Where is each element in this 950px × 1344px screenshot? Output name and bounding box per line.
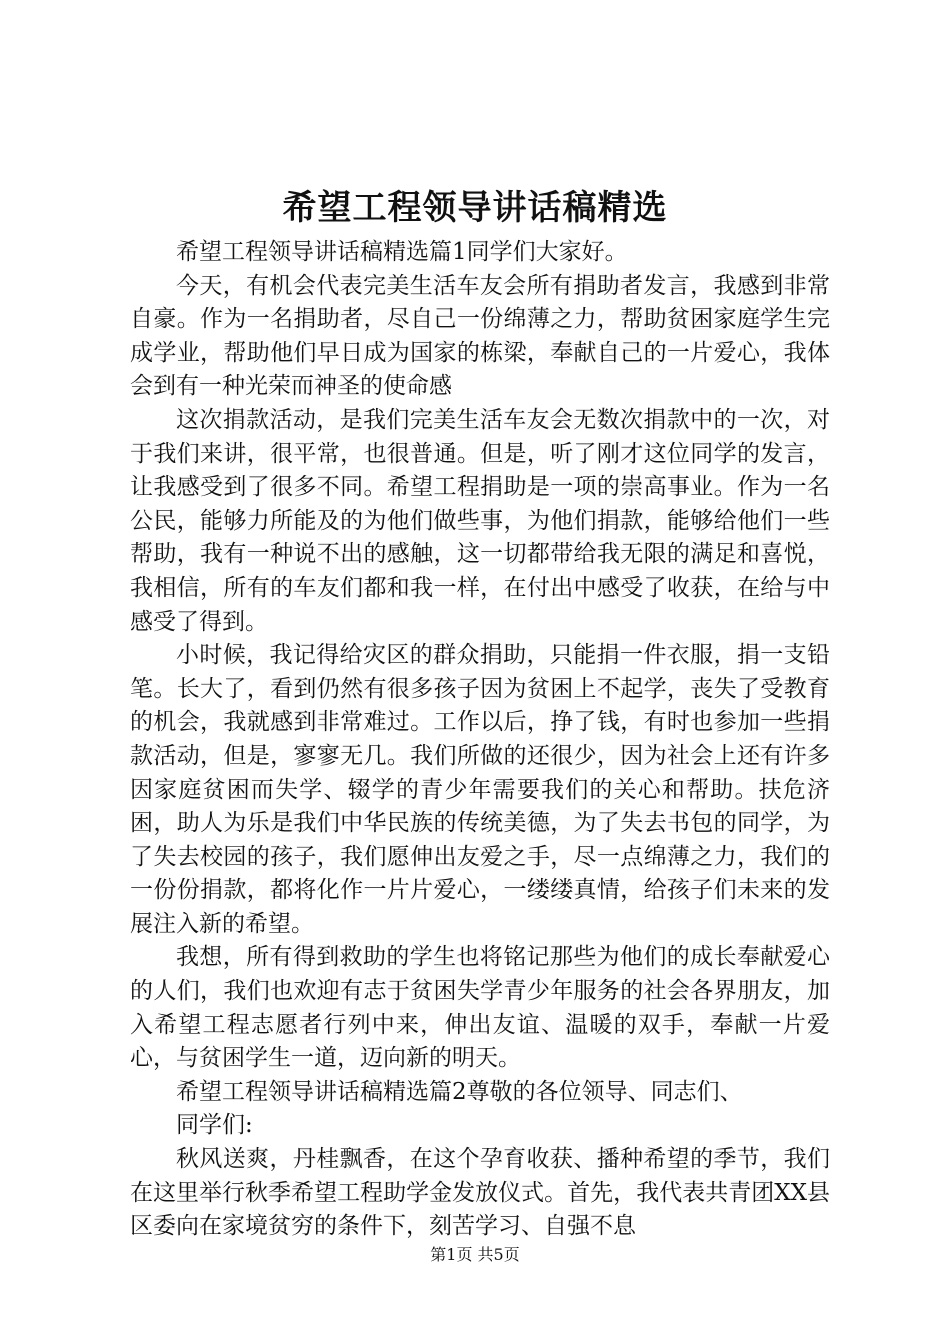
paragraph: 我想，所有得到救助的学生也将铭记那些为他们的成长奉献爱心的人们，我们也欢迎有志于贫困失学青少年服务的社会各界朋友，加入希望工程志愿者行列中来，伸出友谊、温暖的双手，奉献一片爱心，与贫困学生一道，迈向新的明天。	[130, 944, 830, 1072]
paragraph: 小时候，我记得给灾区的群众捐助，只能捐一件衣服，捐一支铅笔。长大了，看到仍然有很多孩子因为贫困上不起学，丧失了受教育的机会，我就感到非常难过。工作以后，挣了钱，有时也参加一些捐款活动，但是，寥寥无几。我们所做的还很少，因为社会上还有许多因家庭贫困而失学、辍学的青少年需要我们的关心和帮助。扶危济困，助人为乐是我们中华民族的传统美德，为了失去书包的同学，为了失去校园的孩子，我们愿伸出友爱之手，尽一点绵薄之力，我们的一份份捐款，都将化作一片片爱心，一缕缕真情，给孩子们未来的发展注入新的希望。	[130, 642, 830, 937]
paragraph: 希望工程领导讲话稿精选篇2尊敬的各位领导、同志们、	[176, 1078, 743, 1105]
paragraph: 这次捐款活动，是我们完美生活车友会无数次捐款中的一次，对于我们来讲，很平常，也很普通。但是，听了刚才这位同学的发言，让我感受到了很多不同。希望工程捐助是一项的崇高事业。作为一名公民，能够力所能及的为他们做些事，为他们捐款，能够给他们一些帮助，我有一种说不出的感触，这一切都带给我无限的满足和喜悦，我相信，所有的车友们都和我一样，在付出中感受了收获，在给与中感受了得到。	[130, 406, 830, 635]
paragraph: 同学们:	[176, 1112, 253, 1139]
page-number-footer: 第1页 共5页	[430, 1245, 520, 1264]
paragraph: 今天，有机会代表完美生活车友会所有捐助者发言，我感到非常自豪。作为一名捐助者，尽自己一份绵薄之力，帮助贫困家庭学生完成学业，帮助他们早日成为国家的栋梁，奉献自己的一片爱心，我体会到有一种光荣而神圣的使命感	[130, 272, 830, 400]
paragraph: 希望工程领导讲话稿精选篇1同学们大家好。	[176, 239, 628, 265]
paragraph: 秋风送爽，丹桂飘香，在这个孕育收获、播种希望的季节，我们在这里举行秋季希望工程助学金发放仪式。首先，我代表共青团XX县区委向在家境贫穷的条件下，刻苦学习、自强不息	[130, 1146, 830, 1240]
document-body	[130, 236, 830, 1244]
document-title: 希望工程领导讲话稿精选	[282, 188, 668, 228]
